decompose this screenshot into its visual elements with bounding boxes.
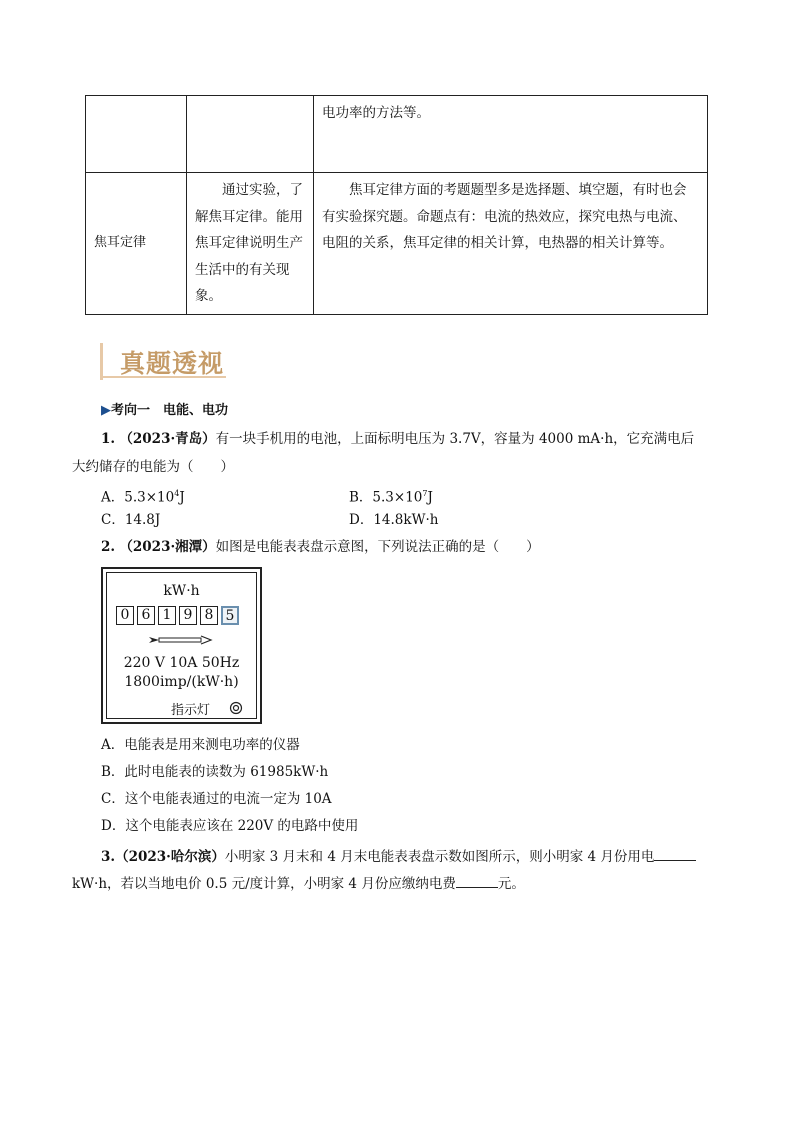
question-1-line-2: 大约储存的电能为（ ） <box>72 459 234 475</box>
answer-blank[interactable] <box>456 873 498 888</box>
subsection-label: 考向一 电能、电功 <box>111 403 229 418</box>
question-1-option-d: D．14.8kW·h <box>349 512 439 528</box>
question-stem: kW·h，若以当地电价 0.5 元/度计算，小明家 4 月份应缴纳电费 <box>72 876 456 892</box>
table-cell <box>187 96 314 173</box>
electric-meter-figure <box>101 567 262 724</box>
syllabus-table <box>85 95 708 315</box>
meter-digit-decimal: 5 <box>221 606 239 625</box>
question-2-line-1 <box>101 537 540 557</box>
meter-spec-line-2: 1800imp/(kW·h) <box>124 674 239 690</box>
question-2-option-c: C．这个电能表通过的电流一定为 10A <box>101 791 332 807</box>
question-1-option-b <box>349 484 433 508</box>
option-exponent: 7 <box>422 489 428 498</box>
requirement-cell: 通过实验，了解焦耳定律。能用焦耳定律说明生产生活中的有关现象。 <box>187 173 314 315</box>
question-number: 1. <box>101 431 116 447</box>
question-2-option-d: D．这个电能表应该在 220V 的电路中使用 <box>101 818 359 834</box>
meter-spec-line-1: 220 V 10A 50Hz <box>123 655 240 671</box>
section-header <box>100 338 230 382</box>
option-unit: J <box>179 489 185 506</box>
question-stem: 有一块手机用的电池，上面标明电压为 3.7V，容量为 4000 mA·h，它充满电后 <box>215 431 695 447</box>
meter-indicator-label: 指示灯 <box>171 703 211 718</box>
topic-cell: 焦耳定律 <box>86 173 187 315</box>
question-stem: 小明家 3 月末和 4 月末电能表表盘示数如图所示，则小明家 4 月份用电 <box>224 849 655 865</box>
triangle-marker-icon: ▶ <box>101 403 111 418</box>
option-text: B．5.3×10 <box>349 489 423 506</box>
question-1-option-c: C．14.8J <box>101 512 161 528</box>
section-decoration-bar <box>100 343 103 380</box>
table-cell: 电功率的方法等。 <box>314 96 708 173</box>
question-3-line-2 <box>72 873 525 894</box>
meter-digit: 0 <box>116 606 134 625</box>
meter-digit: 8 <box>200 606 218 625</box>
question-1-option-a <box>101 484 185 508</box>
meter-unit: kW·h <box>163 583 200 599</box>
question-2-option-b: B．此时电能表的读数为 61985kW·h <box>101 764 329 780</box>
table-row <box>86 173 708 315</box>
table-row <box>86 96 708 173</box>
question-source: （2023·青岛） <box>119 431 216 447</box>
option-exponent: 4 <box>174 489 180 498</box>
meter-digit: 1 <box>158 606 176 625</box>
option-unit: J <box>427 489 433 506</box>
analysis-cell: 焦耳定律方面的考题题型多是选择题、填空题，有时也会有实验探究题。命题点有：电流的热效应，探究电热与电流、电阻的关系，焦耳定律的相关计算，电热器的相关计算等。 <box>314 173 708 315</box>
question-3-line-1 <box>101 846 696 867</box>
meter-digit: 9 <box>179 606 197 625</box>
question-source: （2023·哈尔滨） <box>115 849 225 865</box>
table-cell <box>86 96 187 173</box>
meter-direction-arrow-icon <box>149 635 213 645</box>
option-text: A．5.3×10 <box>101 489 175 506</box>
question-2-option-a: A．电能表是用来测电功率的仪器 <box>101 737 300 753</box>
meter-digit: 6 <box>137 606 155 625</box>
question-number: 3. <box>101 849 116 865</box>
question-stem: 元。 <box>497 876 525 892</box>
section-title: 真题透视 <box>120 349 225 378</box>
question-1-line-1 <box>101 429 694 449</box>
question-stem: 如图是电能表表盘示意图，下列说法正确的是（ ） <box>215 539 540 555</box>
meter-inner-frame <box>106 572 257 719</box>
indicator-light-icon <box>229 701 243 715</box>
question-number: 2. <box>101 539 116 555</box>
subsection-heading <box>101 401 228 421</box>
answer-blank[interactable] <box>654 846 696 861</box>
question-source: （2023·湘潭） <box>119 539 216 555</box>
meter-digits <box>116 606 241 625</box>
